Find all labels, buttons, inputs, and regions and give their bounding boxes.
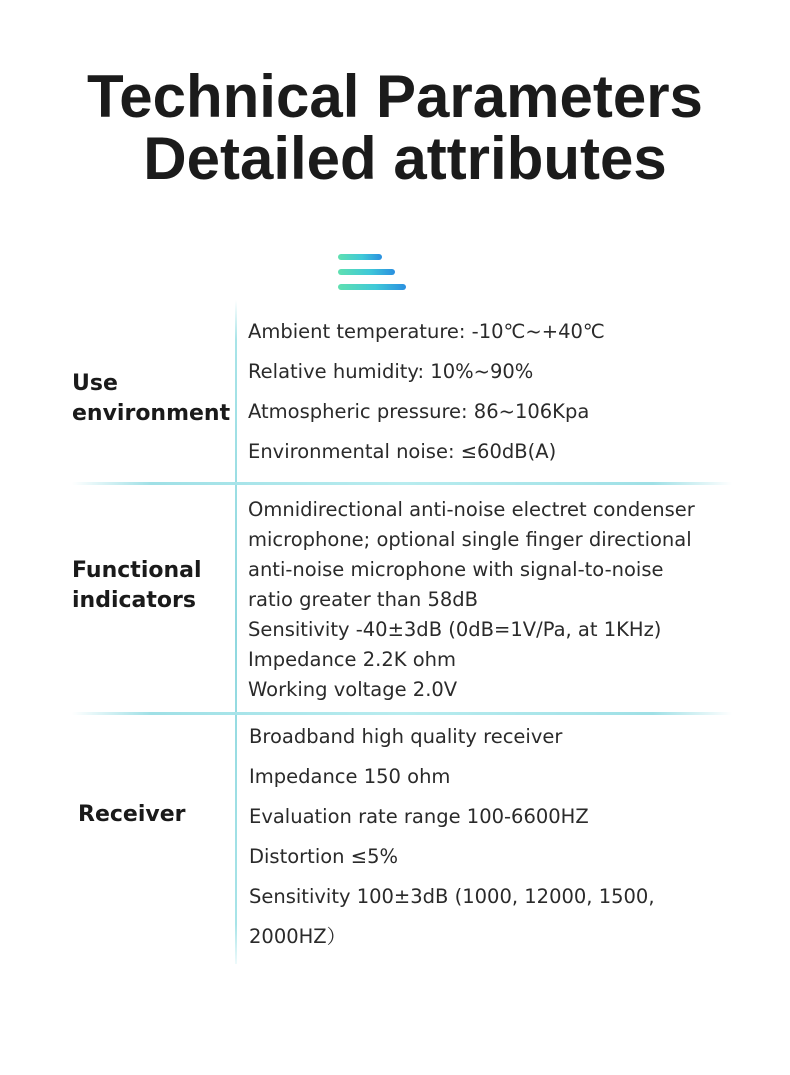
spec-item: Impedance 2.2K ohm [248, 648, 457, 671]
section-label-line: environment [72, 401, 231, 426]
spec-item: Ambient temperature: -10℃~+40℃ [248, 320, 605, 343]
spec-item: Distortion ≤5% [249, 845, 399, 868]
section-divider [72, 712, 732, 715]
section-label-receiver [78, 800, 238, 830]
section-label-line: Receiver [78, 802, 186, 827]
spec-item: Omnidirectional anti-noise electret condenser [248, 498, 695, 521]
spec-item: ratio greater than 58dB [248, 588, 479, 611]
spec-item: Working voltage 2.0V [248, 678, 458, 701]
spec-item: microphone; optional single finger directional [248, 528, 692, 551]
spec-item: Impedance 150 ohm [249, 765, 451, 788]
spec-list-use-environment [248, 312, 605, 472]
section-label-use-environment [72, 369, 232, 429]
section-label-line: Use [72, 371, 118, 396]
spec-item: Broadband high quality receiver [249, 725, 563, 748]
spec-item: Evaluation rate range 100-6600HZ [249, 805, 589, 828]
section-label-functional-indicators [72, 556, 232, 616]
spec-list-functional-indicators [248, 495, 695, 705]
spec-item: 2000HZ） [249, 925, 347, 948]
page-subtitle: Detailed attributes [143, 125, 667, 192]
spec-item: Relative humidity: 10%~90% [248, 360, 534, 383]
section-divider [72, 482, 732, 485]
spec-item: Atmospheric pressure: 86~106Kpa [248, 400, 590, 423]
menu-bars-icon [338, 254, 406, 294]
section-label-line: indicators [72, 588, 196, 613]
page-title: Technical Parameters [87, 63, 703, 130]
spec-item: anti-noise microphone with signal-to-noise [248, 558, 664, 581]
spec-item: Environmental noise: ≤60dB(A) [248, 440, 557, 463]
spec-item: Sensitivity -40±3dB (0dB=1V/Pa, at 1KHz) [248, 618, 662, 641]
spec-list-receiver [249, 717, 655, 957]
spec-item: Sensitivity 100±3dB (1000, 12000, 1500, [249, 885, 655, 908]
vertical-divider [235, 300, 237, 964]
section-label-line: Functional [72, 558, 202, 583]
